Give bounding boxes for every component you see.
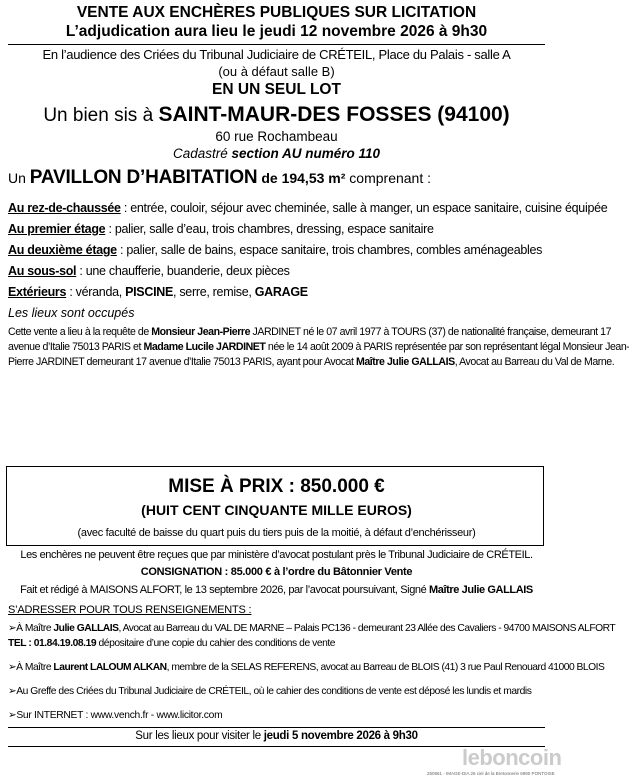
exterieurs	[8, 285, 548, 299]
requete-line-3	[8, 356, 615, 368]
floor-label: Au deuxième étage	[8, 243, 117, 257]
arrow-icon: ➢	[8, 686, 17, 697]
requete-text: avenue d’Italie 75013 PARIS et	[8, 341, 144, 353]
redige	[0, 584, 553, 596]
divider	[8, 727, 545, 728]
contact-text: À Maître	[16, 623, 54, 634]
visite-date: jeudi 5 novembre 2026 à 9h30	[263, 730, 418, 742]
location-city: SAINT-MAUR-DES FOSSES (94100)	[158, 103, 510, 126]
surface-suffix: comprenant :	[349, 170, 432, 186]
contact-name: Laurent LALOUM ALKAN	[53, 662, 167, 673]
contact-gallais	[8, 622, 616, 634]
contact-greffe	[8, 685, 548, 697]
arrow-icon: ➢	[8, 710, 17, 721]
redige-text: Fait et rédigé à MAISONS ALFORT, le 13 septembre 2026, par l’avocat poursuivant, Signé	[20, 584, 430, 596]
audience-line-1: En l’audience des Criées du Tribunal Judiciaire de CRÉTEIL, Place du Palais - salle A	[42, 47, 511, 62]
floor-label: Au rez-de-chaussée	[8, 201, 121, 215]
surface: de 194,53 m²	[261, 170, 346, 186]
requete-text: Pierre JARDINET demeurant 17 avenue d’Italie 75013 PARIS, ayant pour Avocat	[8, 356, 356, 368]
consignation: CONSIGNATION : 85.000 € à l’ordre du Bâtonnier Vente	[140, 566, 413, 578]
phone-number: TEL : 01.84.19.08.19	[8, 638, 97, 649]
cadastre-section: section AU numéro 110	[231, 146, 381, 161]
contact-text: , Avocat au Barreau du VAL DE MARNE – Palais PC136 - demeurant 23 Allée des Cavaliers - 94700 MAISONS ALFORT	[118, 623, 616, 634]
contact-internet	[8, 709, 548, 721]
type-label: PAVILLON D’HABITATION	[29, 167, 258, 188]
fine-print: 260961 - IMAGE-DIA 26 ciel de la Bretonnerie 6990 PONTOISE	[427, 771, 555, 776]
encheres-notice: Les enchères ne peuvent être reçues que par ministère d’avocat postulant près le Tribunal Judiciaire de CRÉTEIL.	[20, 549, 533, 561]
exterieurs-text: : véranda,	[66, 285, 126, 299]
piscine: PISCINE	[125, 285, 174, 299]
renseignements-heading: S’ADRESSER POUR TOUS RENSEIGNEMENTS :	[8, 604, 252, 616]
arrow-icon: ➢	[8, 623, 17, 634]
property-location	[0, 102, 553, 129]
adjudication-date: L’adjudication aura lieu le jeudi 12 novembre 2026 à 9h30	[65, 23, 488, 40]
visite-text: Sur les lieux pour visiter le	[135, 730, 264, 742]
requete-text: JARDINET né le 07 avril 1977 à TOURS (37) de nationalité française, demeurant 17	[250, 326, 612, 338]
contact-name: Julie GALLAIS	[53, 623, 119, 634]
floor-first	[8, 222, 548, 236]
requete-text: Cette vente a lieu à la requête de	[8, 326, 152, 338]
mise-a-prix-words: (HUIT CENT CINQUANTE MILLE EUROS)	[141, 502, 412, 518]
internet-text: Sur INTERNET : www.vench.fr - www.licitor.com	[16, 710, 223, 721]
mise-a-prix-note: (avec faculté de baisse du quart puis du tiers puis de la moitié, à défaut d’enchérisseur)	[77, 527, 476, 539]
cadastre	[0, 146, 553, 161]
requete-text: , Avocat au Barreau du Val de Marne.	[454, 356, 615, 368]
floor-basement	[8, 264, 548, 278]
floor-label: Au premier étage	[8, 222, 106, 236]
floor-label: Au sous-sol	[8, 264, 77, 278]
cadastre-prefix: Cadastré	[172, 146, 228, 161]
mise-a-prix: MISE À PRIX : 850.000 €	[168, 476, 385, 497]
requete-line-1	[8, 326, 612, 338]
lot-heading: EN UN SEUL LOT	[212, 81, 341, 98]
visite	[0, 730, 553, 742]
contact-text: , membre de la SELAS REFERENS, avocat au Barreau de BLOIS (41) 3 rue Paul Renouard 41000 BLOIS	[166, 662, 605, 673]
avocat-name: Maître Julie GALLAIS	[355, 356, 455, 368]
leboncoin-watermark: leboncoin	[462, 745, 562, 770]
notice-title: VENTE AUX ENCHÈRES PUBLIQUES SUR LICITATION	[76, 4, 477, 21]
location-intro: Un bien sis à	[43, 105, 154, 126]
floor-text: : palier, salle d’eau, trois chambres, dressing, espace sanitaire	[105, 222, 434, 236]
floor-text: : entrée, couloir, séjour avec cheminée, salle à manger, un espace sanitaire, cuisine équipée	[120, 201, 608, 215]
floor-text: : palier, salle de bains, espace sanitaire, trois chambres, combles aménageables	[116, 243, 543, 257]
exterieurs-text-2: , serre, remise,	[173, 285, 255, 299]
contact-text: Au Greffe des Criées du Tribunal Judiciaire de CRÉTEIL, où le cahier des conditions de vente est déposé les lundis et mardis	[16, 686, 532, 697]
floor-text: : une chaufferie, buanderie, deux pièces	[76, 264, 290, 278]
floor-second	[8, 243, 548, 257]
requete-text: née le 14 août 2009 à PARIS représentée par son représentant légal Monsieur Jean-	[265, 341, 629, 353]
property-type	[8, 166, 548, 190]
avocat-signature: Maître Julie GALLAIS	[429, 584, 533, 596]
occupation: Les lieux sont occupés	[8, 306, 135, 320]
arrow-icon: ➢	[8, 662, 17, 673]
divider	[8, 44, 545, 45]
contact-laloum	[8, 661, 605, 673]
requete-line-2	[8, 341, 629, 353]
garage: GARAGE	[254, 285, 308, 299]
contact-tel	[8, 638, 548, 649]
audience-line-2: (ou à défaut salle B)	[218, 64, 335, 79]
property-address: 60 rue Rochambeau	[215, 129, 338, 144]
requerant-name: Monsieur Jean-Pierre	[151, 326, 251, 338]
contact-text: dépositaire d’une copie du cahier des conditions de vente	[96, 638, 336, 649]
type-prefix: Un	[8, 170, 26, 186]
exterieurs-label: Extérieurs	[8, 285, 67, 299]
requerant-name: Madame Lucile JARDINET	[143, 341, 266, 353]
contact-text: À Maître	[16, 662, 54, 673]
floor-rdc	[8, 201, 608, 215]
